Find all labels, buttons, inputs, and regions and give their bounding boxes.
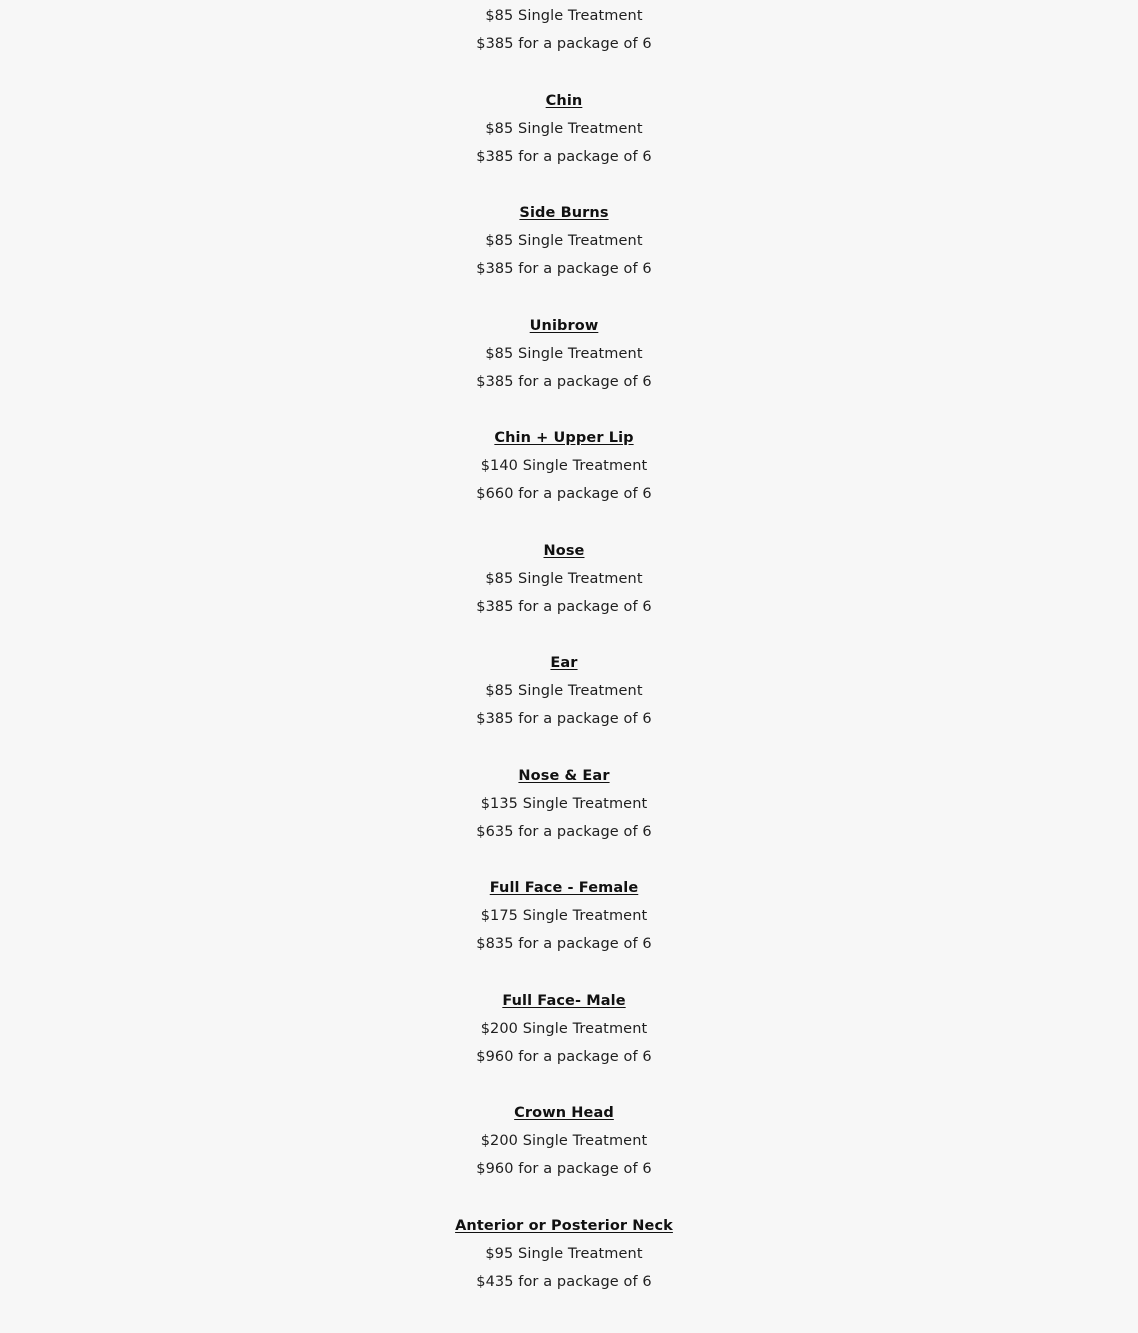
package-price: $385 for a package of 6 bbox=[476, 599, 652, 615]
package-price: $385 for a package of 6 bbox=[476, 261, 652, 277]
treatment-area-title: Chin + Upper Lip bbox=[494, 430, 634, 446]
package-price: $435 for a package of 6 bbox=[476, 1274, 652, 1290]
treatment-area-title: Anterior or Posterior Neck bbox=[455, 1218, 673, 1234]
treatment-area-title: Chin bbox=[545, 93, 583, 109]
single-treatment-price: $85 Single Treatment bbox=[485, 121, 643, 137]
single-treatment-price: $200 Single Treatment bbox=[480, 1021, 648, 1037]
treatment-area-title: Nose & Ear bbox=[518, 768, 610, 784]
single-treatment-price: $85 Single Treatment bbox=[485, 8, 643, 24]
single-treatment-price: $175 Single Treatment bbox=[480, 908, 648, 924]
single-treatment-price: $85 Single Treatment bbox=[485, 683, 643, 699]
treatment-area-title: Side Burns bbox=[519, 205, 609, 221]
package-price: $660 for a package of 6 bbox=[476, 486, 652, 502]
treatment-area-title: Full Face - Female bbox=[489, 880, 639, 896]
package-price: $835 for a package of 6 bbox=[476, 936, 652, 952]
package-price: $385 for a package of 6 bbox=[476, 711, 652, 727]
package-price: $635 for a package of 6 bbox=[476, 824, 652, 840]
package-price: $385 for a package of 6 bbox=[476, 374, 652, 390]
single-treatment-price: $85 Single Treatment bbox=[485, 571, 643, 587]
single-treatment-price: $135 Single Treatment bbox=[480, 796, 648, 812]
treatment-area-title: Crown Head bbox=[514, 1105, 614, 1121]
package-price: $960 for a package of 6 bbox=[476, 1161, 652, 1177]
treatment-area-title: Nose bbox=[543, 543, 585, 559]
single-treatment-price: $85 Single Treatment bbox=[485, 233, 643, 249]
single-treatment-price: $140 Single Treatment bbox=[480, 458, 648, 474]
single-treatment-price: $85 Single Treatment bbox=[485, 346, 643, 362]
treatment-area-title: Full Face- Male bbox=[502, 993, 626, 1009]
treatment-area-title: Unibrow bbox=[529, 318, 599, 334]
treatment-area-title: Ear bbox=[550, 655, 578, 671]
single-treatment-price: $95 Single Treatment bbox=[485, 1246, 643, 1262]
package-price: $960 for a package of 6 bbox=[476, 1049, 652, 1065]
single-treatment-price: $200 Single Treatment bbox=[480, 1133, 648, 1149]
package-price: $385 for a package of 6 bbox=[476, 36, 652, 52]
package-price: $385 for a package of 6 bbox=[476, 149, 652, 165]
